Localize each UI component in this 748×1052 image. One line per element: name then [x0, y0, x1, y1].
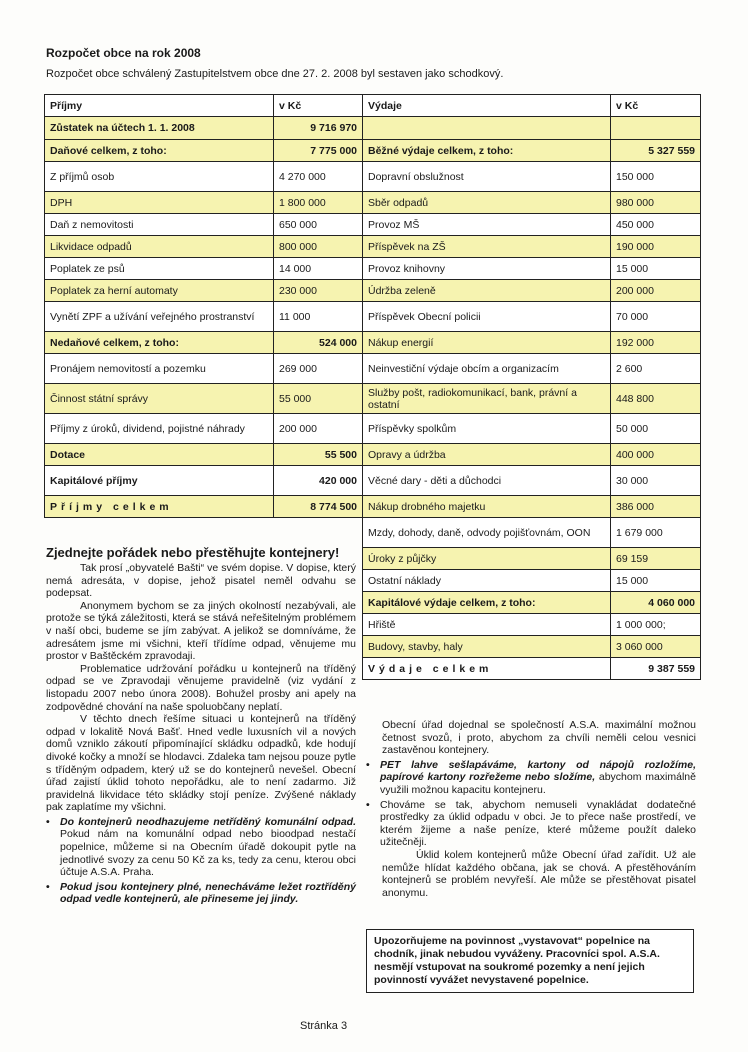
- table-row: [45, 258, 363, 280]
- row-label: Příspěvek Obecní policii: [363, 302, 611, 332]
- row-label: Příspěvek na ZŠ: [363, 236, 611, 258]
- row-value: 150 000: [611, 162, 701, 192]
- row-value: 800 000: [274, 236, 363, 258]
- row-label: Příjmy z úroků, dividend, pojistné náhrady: [45, 414, 274, 444]
- row-label: Likvidace odpadů: [45, 236, 274, 258]
- row-label: Ostatní náklady: [363, 570, 611, 592]
- bullet-item: [46, 881, 356, 906]
- row-label: DPH: [45, 192, 274, 214]
- row-value: 4 270 000: [274, 162, 363, 192]
- table-row: [363, 280, 701, 302]
- header-label: Výdaje: [363, 95, 611, 117]
- bullet-icon: •: [46, 880, 50, 893]
- row-value: 3 060 000: [611, 636, 701, 658]
- row-label: Poplatek za herní automaty: [45, 280, 274, 302]
- table-row: [363, 518, 701, 548]
- row-label: [363, 117, 611, 140]
- table-row: [363, 592, 701, 614]
- row-label: Dopravní obslužnost: [363, 162, 611, 192]
- row-value: 192 000: [611, 332, 701, 354]
- bullet-icon: •: [366, 798, 370, 811]
- row-value: 5 327 559: [611, 140, 701, 162]
- row-label: Kapitálové příjmy: [45, 466, 274, 496]
- row-label: Daň z nemovitosti: [45, 214, 274, 236]
- header-unit: v Kč: [611, 95, 701, 117]
- table-row: [45, 466, 363, 496]
- table-row: [363, 236, 701, 258]
- row-value: 2 600: [611, 354, 701, 384]
- table-row: [363, 496, 701, 518]
- row-value: 69 159: [611, 548, 701, 570]
- table-row: [45, 332, 363, 354]
- row-label: Sběr odpadů: [363, 192, 611, 214]
- table-row: [363, 192, 701, 214]
- row-value: 980 000: [611, 192, 701, 214]
- row-label: Neinvestiční výdaje obcím a organizacím: [363, 354, 611, 384]
- article-left-column: [46, 562, 356, 906]
- row-value: 386 000: [611, 496, 701, 518]
- table-row: [363, 614, 701, 636]
- bullet-bold-text: Do kontejnerů neodhazujeme netříděný komunální odpad.: [60, 815, 356, 828]
- bullet-icon: •: [46, 815, 50, 828]
- row-label: Daňové celkem, z toho:: [45, 140, 274, 162]
- row-label: Vynětí ZPF a užívání veřejného prostranství: [45, 302, 274, 332]
- row-label: Příjmy celkem: [45, 496, 274, 518]
- row-label: Činnost státní správy: [45, 384, 274, 414]
- table-row: [363, 466, 701, 496]
- row-value: 269 000: [274, 354, 363, 384]
- row-label: Dotace: [45, 444, 274, 466]
- article-right-column: [366, 719, 696, 899]
- row-value: 70 000: [611, 302, 701, 332]
- income-table: [44, 94, 363, 518]
- header-label: Příjmy: [45, 95, 274, 117]
- table-row: [363, 444, 701, 466]
- intro-text: Rozpočet obce schválený Zastupitelstvem obce dne 27. 2. 2008 byl sestaven jako schodkový.: [46, 68, 504, 80]
- row-value: 1 000 000;: [611, 614, 701, 636]
- row-value: 1 800 000: [274, 192, 363, 214]
- row-label: Mzdy, dohody, daně, odvody pojišťovnám, OON: [363, 518, 611, 548]
- row-label: Opravy a údržba: [363, 444, 611, 466]
- row-value: 400 000: [611, 444, 701, 466]
- table-row: [363, 117, 701, 140]
- row-label: Poplatek ze psů: [45, 258, 274, 280]
- table-row: [45, 117, 363, 140]
- row-label: Nedaňové celkem, z toho:: [45, 332, 274, 354]
- article-paragraph: V těchto dnech řešíme situaci u kontejnerů na tříděný odpad v lokalitě Nová Bašť. Hned vedle luxusních vil a nových domů vzniklo zákoutí připomínající skládku odpadků, kde hodují divoké kočky a množí se hlodavci. Zdaleka tam nejsou pouze pytle s tříděným odpadem, který už se do kontejnerů nevešel. Obecní úřad zajistí úklid tohoto nepořádku, ale to není zadarmo. Již pravidelná likvidace této skládky stojí peníze. Zvýšené náklady pak zaplatíme my všichni.: [46, 713, 356, 814]
- row-value: 55 000: [274, 384, 363, 414]
- row-label: Věcné dary - děti a důchodci: [363, 466, 611, 496]
- article-paragraph: Anonymem bychom se za jiných okolností nezabývali, ale protože se týká záležitosti, která se stává neřešitelným problémem v naší obci, budeme se jím zabývat. A jelikož se domníváme, že adresátem jsme mi všichni, kteří třídíme odpad, věnujeme mu prostor v Baštěckém zpravodaji.: [46, 599, 356, 663]
- row-label: Zůstatek na účtech 1. 1. 2008: [45, 117, 274, 140]
- row-value: 50 000: [611, 414, 701, 444]
- table-header: [45, 95, 363, 117]
- table-row: [363, 258, 701, 280]
- row-value: 15 000: [611, 570, 701, 592]
- table-row: [363, 214, 701, 236]
- row-value: 190 000: [611, 236, 701, 258]
- row-value: 230 000: [274, 280, 363, 302]
- page-number: Stránka 3: [300, 1020, 348, 1032]
- table-row: [363, 302, 701, 332]
- row-label: Nákup drobného majetku: [363, 496, 611, 518]
- table-row: [45, 302, 363, 332]
- row-value: 30 000: [611, 466, 701, 496]
- row-value: 14 000: [274, 258, 363, 280]
- expense-table: [362, 94, 701, 680]
- bullet-item: [46, 816, 356, 879]
- table-row: [363, 354, 701, 384]
- bullet-text: Pokud nám na komunální odpad nebo bioodpad nestačí popelnice, můžeme si na Obecním úřadě dokoupit pytle na jednotlivé svozy za cenu 50 Kč za ks, tedy za cenu, kterou obci účtuje A.S.A. Praha.: [60, 828, 356, 879]
- table-header: [363, 95, 701, 117]
- table-row: [363, 140, 701, 162]
- row-value: 9 387 559: [611, 658, 701, 680]
- header-unit: v Kč: [274, 95, 363, 117]
- table-row: [45, 384, 363, 414]
- table-row: [45, 140, 363, 162]
- row-label: Příspěvky spolkům: [363, 414, 611, 444]
- row-value: [611, 117, 701, 140]
- page-title: Rozpočet obce na rok 2008: [46, 46, 201, 60]
- row-label: Pronájem nemovitostí a pozemku: [45, 354, 274, 384]
- row-value: 55 500: [274, 444, 363, 466]
- bullet-bold-text: Pokud jsou kontejnery plné, nenecháváme ležet roztříděný odpad vedle kontejnerů, ale přineseme jej jindy.: [60, 880, 356, 906]
- row-label: Nákup energií: [363, 332, 611, 354]
- table-row: [363, 414, 701, 444]
- table-row: [45, 496, 363, 518]
- table-row: [45, 236, 363, 258]
- row-value: 4 060 000: [611, 592, 701, 614]
- table-row: [45, 444, 363, 466]
- row-label: Úroky z půjčky: [363, 548, 611, 570]
- table-row: [45, 214, 363, 236]
- row-value: 448 800: [611, 384, 701, 414]
- row-value: 200 000: [274, 414, 363, 444]
- table-row: [363, 658, 701, 680]
- article-paragraph: Obecní úřad dojednal se společností A.S.A. maximální možnou četnost svozů, i proto, abychom za chvíli neměli celou vesnici zastavěnou kontejnery.: [382, 719, 696, 757]
- row-value: 8 774 500: [274, 496, 363, 518]
- table-row: [45, 414, 363, 444]
- table-row: [45, 162, 363, 192]
- row-value: 200 000: [611, 280, 701, 302]
- bullet-icon: •: [366, 758, 370, 771]
- row-value: 1 679 000: [611, 518, 701, 548]
- row-value: 420 000: [274, 466, 363, 496]
- row-label: Provoz MŠ: [363, 214, 611, 236]
- article-paragraph: Tak prosí „obyvatelé Bašti“ ve svém dopise. V dopise, který nemá adresáta, v dopise, jehož pisatel neměl odvahu se podepsat.: [46, 562, 356, 600]
- row-label: Výdaje celkem: [363, 658, 611, 680]
- article-heading: Zjednejte pořádek nebo přestěhujte kontejnery!: [46, 545, 340, 560]
- row-value: 15 000: [611, 258, 701, 280]
- table-row: [363, 636, 701, 658]
- row-value: 9 716 970: [274, 117, 363, 140]
- table-row: [45, 192, 363, 214]
- row-value: 524 000: [274, 332, 363, 354]
- bullet-item: [366, 759, 696, 797]
- row-label: Hřiště: [363, 614, 611, 636]
- row-label: Kapitálové výdaje celkem, z toho:: [363, 592, 611, 614]
- notice-box: Upozorňujeme na povinnost „vystavovat“ popelnice na chodník, jinak nebudou vyváženy. Pracovníci spol. A.S.A. nesmějí vstupovat na soukromé pozemky a není jejich povinností vyvážet nevystavené popelnice.: [366, 929, 694, 993]
- row-value: 650 000: [274, 214, 363, 236]
- article-paragraph: Úklid kolem kontejnerů může Obecní úřad zařídit. Už ale nemůže hlídat každého občana, jak se chová. A přestěhováním kontejnerů se problém nevyřeší. Ale může se přestěhovat pisatel anonymu.: [382, 848, 696, 899]
- table-row: [363, 384, 701, 414]
- bullet-text: abychom maximálně využili možnou kapacitu kontejneru.: [380, 771, 696, 796]
- bullet-text: Chováme se tak, abychom nemuseli vynakládat dodatečné prostředky za úklid odpadu v obci. Je to přece naše prostředí, ve kterém žijeme a naše peníze, které můžeme použít daleko užitečněji.: [380, 798, 696, 849]
- row-value: 450 000: [611, 214, 701, 236]
- table-row: [45, 354, 363, 384]
- table-row: [363, 332, 701, 354]
- table-row: [363, 570, 701, 592]
- row-value: 11 000: [274, 302, 363, 332]
- article-paragraph: Problematice udržování pořádku u kontejnerů na tříděný odpad se ve Zpravodaji věnujeme pravidelně (viz vydání z listopadu 2007 nebo února 2008). Bohužel prosby ani apely na zodpovědné chování na naše spoluobčany neplatí.: [46, 662, 356, 713]
- row-label: Běžné výdaje celkem, z toho:: [363, 140, 611, 162]
- bullet-item: [366, 799, 696, 849]
- table-row: [363, 548, 701, 570]
- bullet-bold-text: PET lahve sešlapáváme, kartony od nápojů rozložíme, papírové kartony rozřežeme nebo složíme,: [380, 758, 696, 784]
- table-row: [363, 162, 701, 192]
- row-label: Služby pošt, radiokomunikací, bank, právní a ostatní: [363, 384, 611, 414]
- row-value: 7 775 000: [274, 140, 363, 162]
- row-label: Provoz knihovny: [363, 258, 611, 280]
- table-row: [45, 280, 363, 302]
- row-label: Z příjmů osob: [45, 162, 274, 192]
- row-label: Budovy, stavby, haly: [363, 636, 611, 658]
- row-label: Údržba zeleně: [363, 280, 611, 302]
